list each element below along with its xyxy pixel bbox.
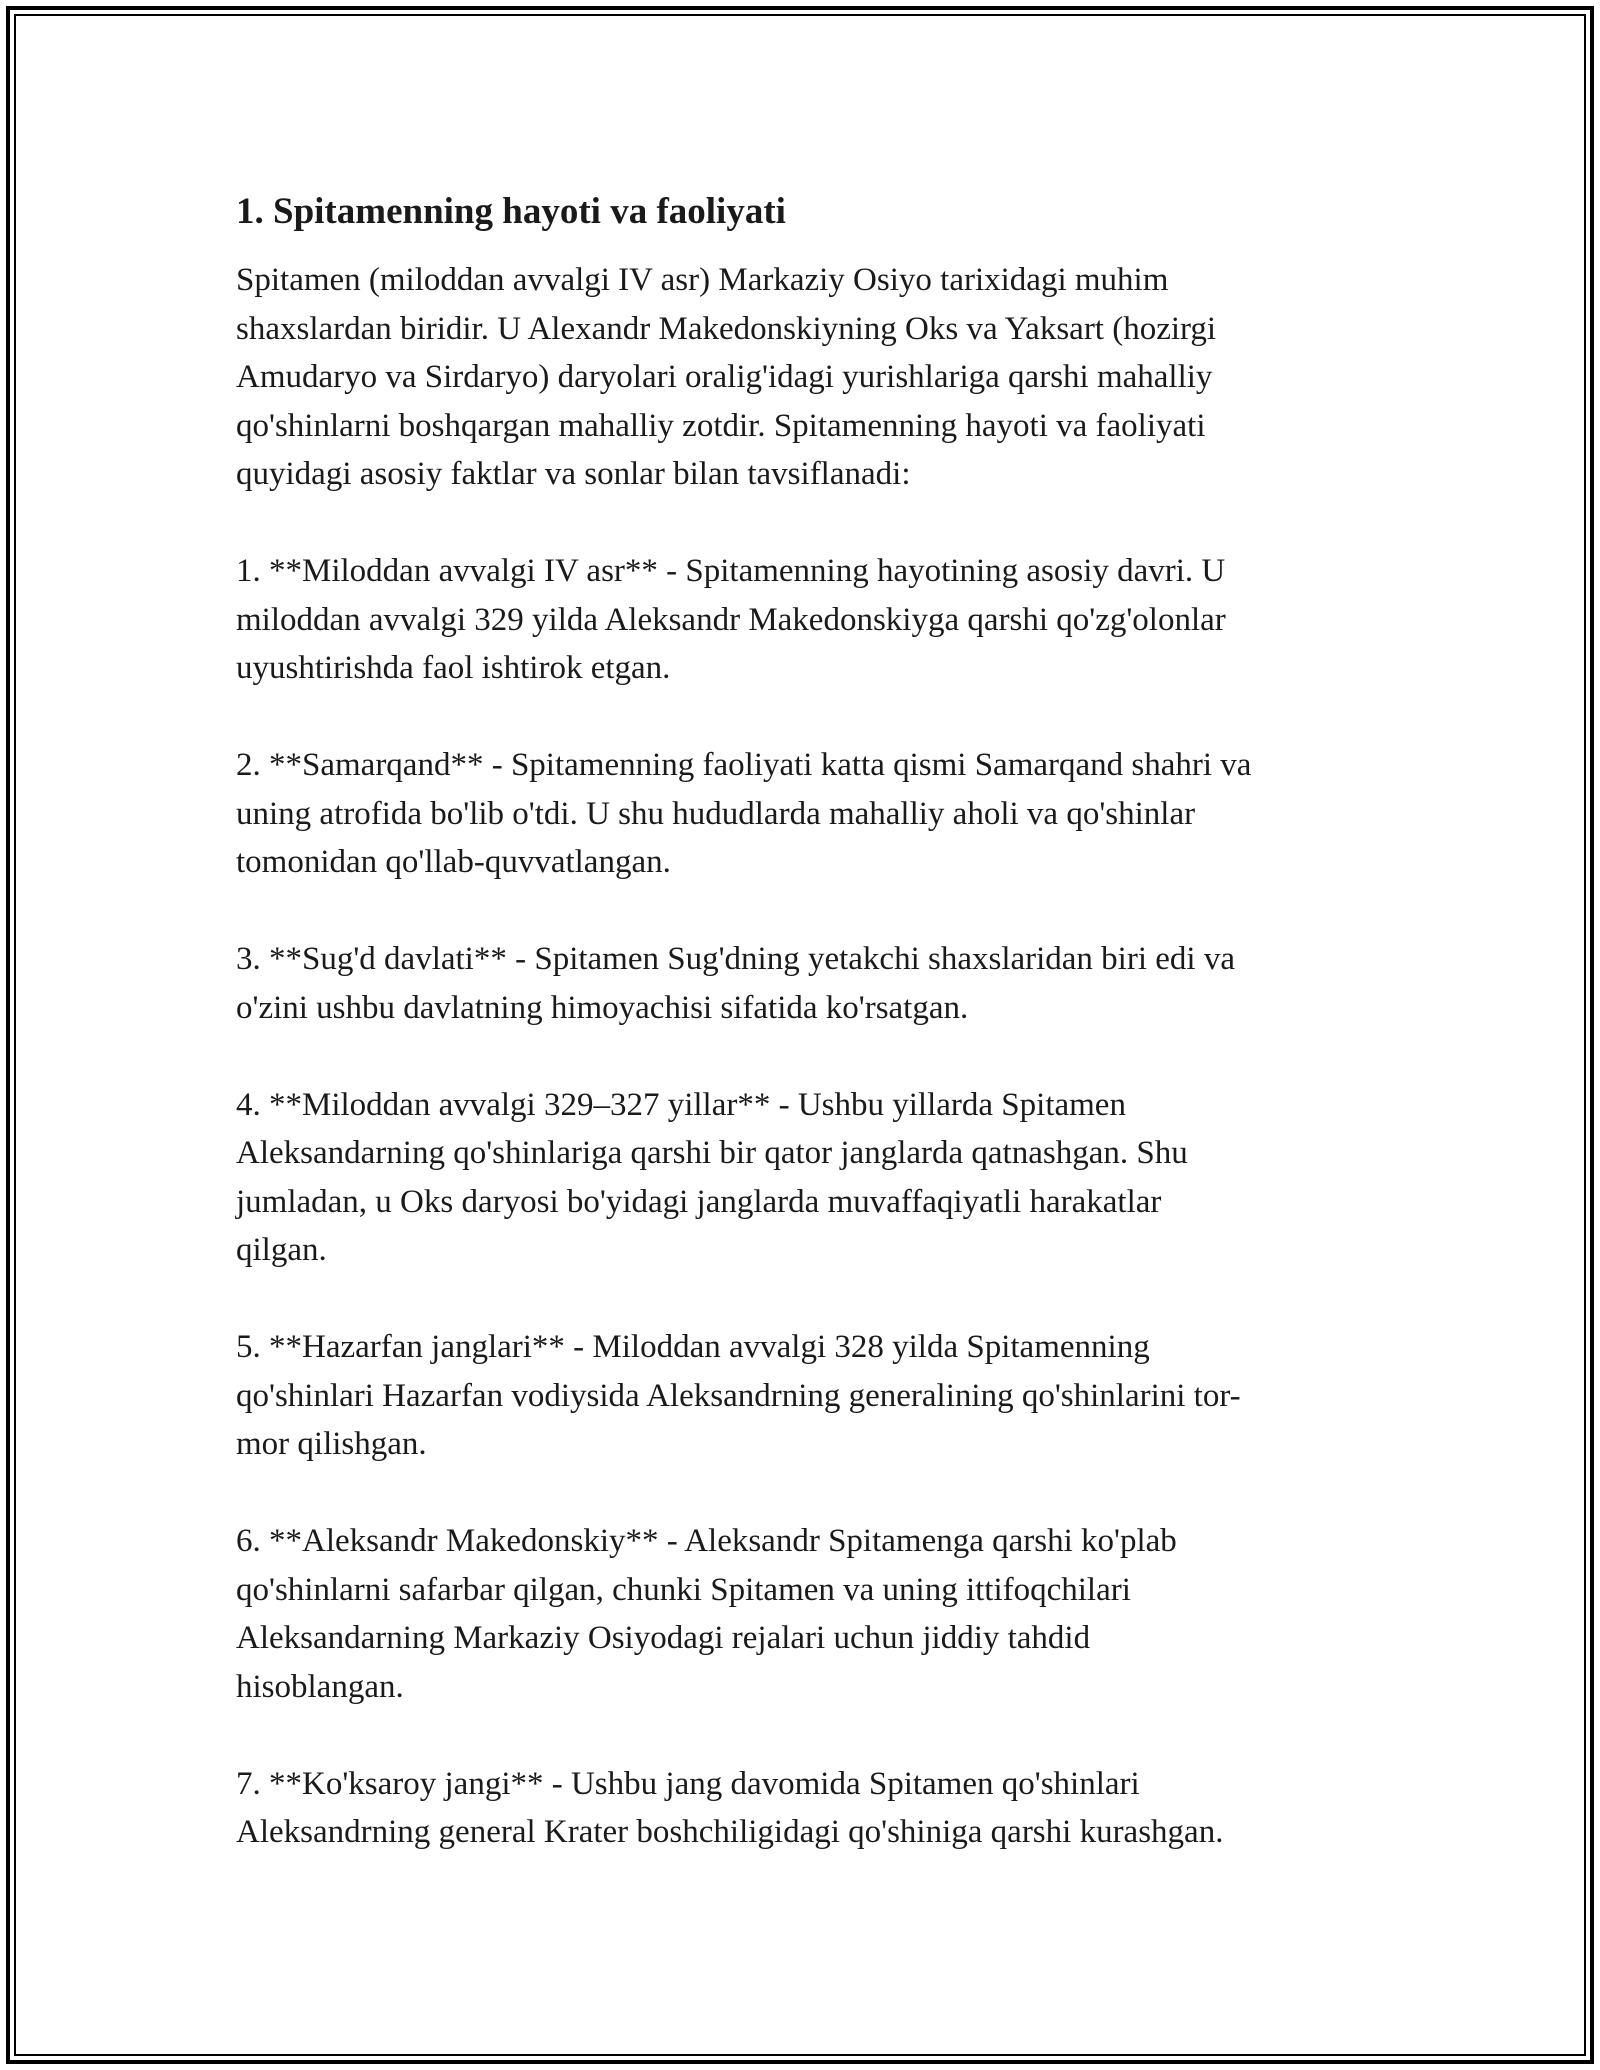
list-item-1	[236, 547, 1376, 693]
text-line: 7. **Ko'ksaroy jangi** - Ushbu jang davomida Spitamen qo'shinlari	[236, 1765, 1140, 1802]
list-item-3	[236, 935, 1376, 1032]
text-line: qo'shinlari Hazarfan vodiysida Aleksandrning generalining qo'shinlarini tor-	[236, 1377, 1241, 1414]
text-line: 5. **Hazarfan janglari** - Miloddan avvalgi 328 yilda Spitamenning	[236, 1329, 1150, 1365]
text-line: o'zini ushbu davlatning himoyachisi sifatida ko'rsatgan.	[236, 989, 969, 1026]
text-line: qilgan.	[236, 1232, 327, 1268]
text-line: Aleksandarning Markaziy Osiyodagi rejalari uchun jiddiy tahdid	[236, 1620, 1091, 1656]
text-line: 4. **Miloddan avvalgi 329–327 yillar** - Ushbu yillarda Spitamen	[236, 1086, 1126, 1123]
list-item-5	[236, 1323, 1376, 1469]
list-item-7	[236, 1760, 1376, 1857]
document-body	[236, 188, 1376, 1905]
text-line: 6. **Aleksandr Makedonskiy** - Aleksandr Spitamenga qarshi ko'plab	[236, 1523, 1177, 1559]
text-line: 2. **Samarqand** - Spitamenning faoliyati katta qismi Samarqand shahri va	[236, 747, 1252, 783]
text-line: 3. **Sug'd davlati** - Spitamen Sug'dning yetakchi shaxslaridan biri edi va	[236, 941, 1235, 977]
text-line: Spitamen (miloddan avvalgi IV asr) Markaziy Osiyo tarixidagi muhim	[236, 262, 1169, 298]
text-line: 1. **Miloddan avvalgi IV asr** - Spitamenning hayotining asosiy davri. U	[236, 553, 1226, 589]
text-line: Aleksandrning general Krater boshchiligidagi qo'shiniga qarshi kurashgan.	[236, 1814, 1224, 1850]
text-line: Aleksandarning qo'shinlariga qarshi bir qator janglarda qatnashgan. Shu	[236, 1135, 1188, 1171]
intro-paragraph	[236, 256, 1376, 499]
text-line: qo'shinlarni safarbar qilgan, chunki Spitamen va uning ittifoqchilari	[236, 1571, 1131, 1608]
text-line: uning atrofida bo'lib o'tdi. U shu hududlarda mahalliy aholi va qo'shinlar	[236, 795, 1196, 832]
list-item-6	[236, 1517, 1376, 1711]
text-line: qo'shinlarni boshqargan mahalliy zotdir. Spitamenning hayoti va faoliyati	[236, 407, 1206, 444]
text-line: mor qilishgan.	[236, 1426, 427, 1462]
section-heading: 1. Spitamenning hayoti va faoliyati	[236, 191, 786, 232]
text-line: miloddan avvalgi 329 yilda Aleksandr Makedonskiyga qarshi qo'zg'olonlar	[236, 601, 1226, 638]
text-line: tomonidan qo'llab-quvvatlangan.	[236, 844, 671, 880]
text-line: hisoblangan.	[236, 1668, 404, 1705]
list-item-2	[236, 741, 1376, 887]
text-line: uyushtirishda faol ishtirok etgan.	[236, 650, 671, 686]
text-line: jumladan, u Oks daryosi bo'yidagi janglarda muvaffaqiyatli harakatlar	[236, 1183, 1162, 1220]
text-line: shaxslardan biridir. U Alexandr Makedonskiyning Oks va Yaksart (hozirgi	[236, 310, 1217, 347]
list-item-4	[236, 1081, 1376, 1275]
text-line: quyidagi asosiy faktlar va sonlar bilan tavsiflanadi:	[236, 456, 911, 492]
text-line: Amudaryo va Sirdaryo) daryolari oralig'idagi yurishlariga qarshi mahalliy	[236, 359, 1213, 395]
